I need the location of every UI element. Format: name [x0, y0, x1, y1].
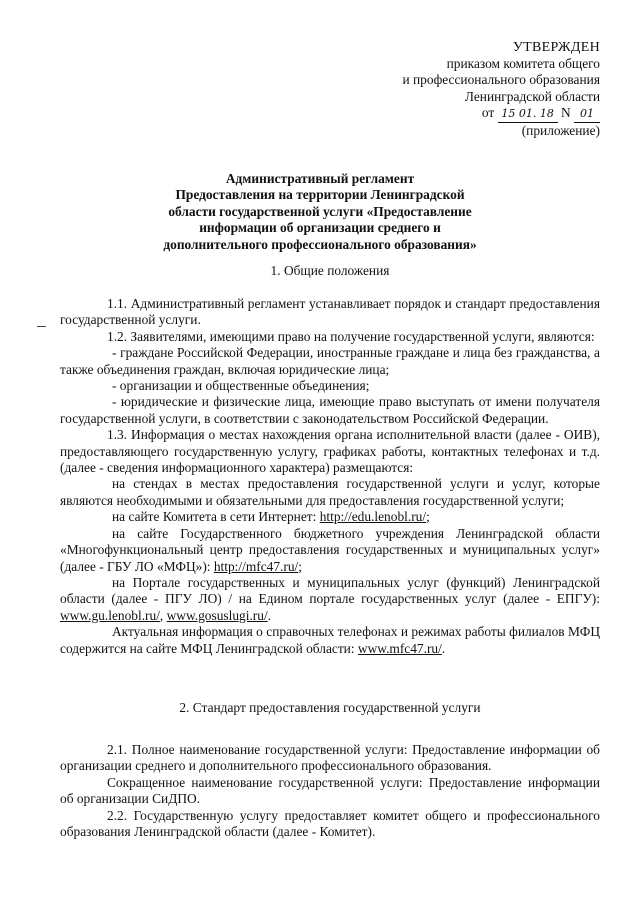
title-line-4: информации об организации среднего и	[199, 220, 441, 236]
info-text: на сайте Комитета в сети Интернет:	[112, 509, 320, 525]
section-2-heading: 2. Стандарт предоставления государственной услуги	[179, 700, 481, 715]
from-label: от	[481, 104, 495, 120]
approval-block	[403, 40, 601, 139]
paragraph-2-2: 2.2. Государственную услугу предоставляет комитет общего и профессионального образования Ленинградской области (далее - Комитет).	[60, 807, 600, 840]
info-text: Актуальная информация о справочных телефонах и режимах работы филиалов МФЦ содержится на сайте МФЦ Ленинградской области:	[60, 624, 600, 656]
mfc-site-link[interactable]: http://mfc47.ru/	[213, 558, 299, 574]
title-line-2: Предоставления на территории Ленинградской	[175, 187, 465, 203]
handwritten-date: 15 01. 18	[498, 106, 558, 123]
approval-line-2: и профессионального образования	[402, 72, 600, 88]
approval-line-1: приказом комитета общего	[446, 56, 600, 72]
info-source-portals	[60, 575, 600, 624]
mfc47-link[interactable]: www.mfc47.ru/	[357, 640, 442, 656]
handwritten-number: 01	[574, 106, 600, 123]
info-text: на сайте Государственного бюджетного учреждения Ленинградской области «Многофункциональный центр предоставления государственных и муниципальных услуг» (далее - ГБУ ЛО «МФЦ»):	[60, 525, 600, 574]
info-text: на Портале государственных и муниципальных услуг (функций) Ленинградской области (далее - ПГУ ЛО) / на Едином портале государственных услуг (далее - ЕПГУ):	[60, 574, 600, 607]
section-2-body	[60, 742, 600, 840]
number-label: N	[560, 104, 571, 120]
paragraph-1-2: 1.2. Заявителями, имеющими право на получение государственной услуги, являются:	[107, 328, 595, 344]
info-source-committee-site	[60, 509, 600, 525]
document-title	[110, 171, 530, 253]
punct: ,	[159, 607, 167, 623]
punct: ;	[298, 558, 303, 574]
short-name-paragraph: Сокращенное наименование государственной услуги: Предоставление информации об организации СиДПО.	[60, 774, 600, 807]
title-line-1: Административный регламент	[225, 171, 415, 186]
paragraph-1-1: 1.1. Административный регламент устанавливает порядок и стандарт предоставления государственной услуги.	[60, 296, 600, 328]
margin-mark	[37, 326, 46, 327]
punct: ;	[426, 509, 430, 525]
paragraph-2-1: 2.1. Полное наименование государственной услуги: Предоставление информации об организации среднего и дополнительного профессионального образования.	[60, 742, 600, 774]
paragraph-1-3: 1.3. Информация о местах нахождения органа исполнительной власти (далее - ОИВ), предоставляющего государственную услугу, графиках работы, контактных телефонах и т.д. (далее - сведения информационного характера) размещаются:	[60, 427, 600, 476]
info-source-stands: на стендах в местах предоставления государственной услуги и услуг, которые являются необходимыми и обязательными для предоставления государственной услуги;	[60, 476, 600, 508]
committee-site-link[interactable]: http://edu.lenobl.ru/	[319, 509, 427, 525]
approval-date-line	[403, 105, 601, 123]
info-source-mfc-branches	[60, 624, 600, 657]
approval-title: УТВЕРЖДЕН	[512, 40, 600, 55]
pgu-lo-link[interactable]: www.gu.lenobl.ru/	[60, 607, 160, 623]
title-line-5: дополнительного профессионального образования»	[163, 236, 477, 252]
punct: .	[267, 607, 272, 623]
section-1-heading: 1. Общие положения	[270, 263, 390, 278]
appendix-label: (приложение)	[521, 123, 600, 139]
title-line-3: области государственной услуги «Предоставление	[168, 203, 472, 219]
gosuslugi-link[interactable]: www.gosuslugi.ru/	[166, 607, 268, 623]
section-1-body	[60, 296, 600, 657]
info-source-mfc-site	[60, 526, 600, 575]
applicant-item: - организации и общественные объединения;	[112, 378, 370, 394]
applicant-item: - граждане Российской Федерации, иностранные граждане и лица без гражданства, а также объединения граждан, включая юридические лица;	[60, 345, 600, 377]
punct: .	[441, 640, 446, 656]
approval-line-3: Ленинградской области	[464, 88, 600, 104]
applicant-item: - юридические и физические лица, имеющие право выступать от имени получателя государственной услуги, в соответствии с законодательством Российской Федерации.	[60, 394, 600, 426]
